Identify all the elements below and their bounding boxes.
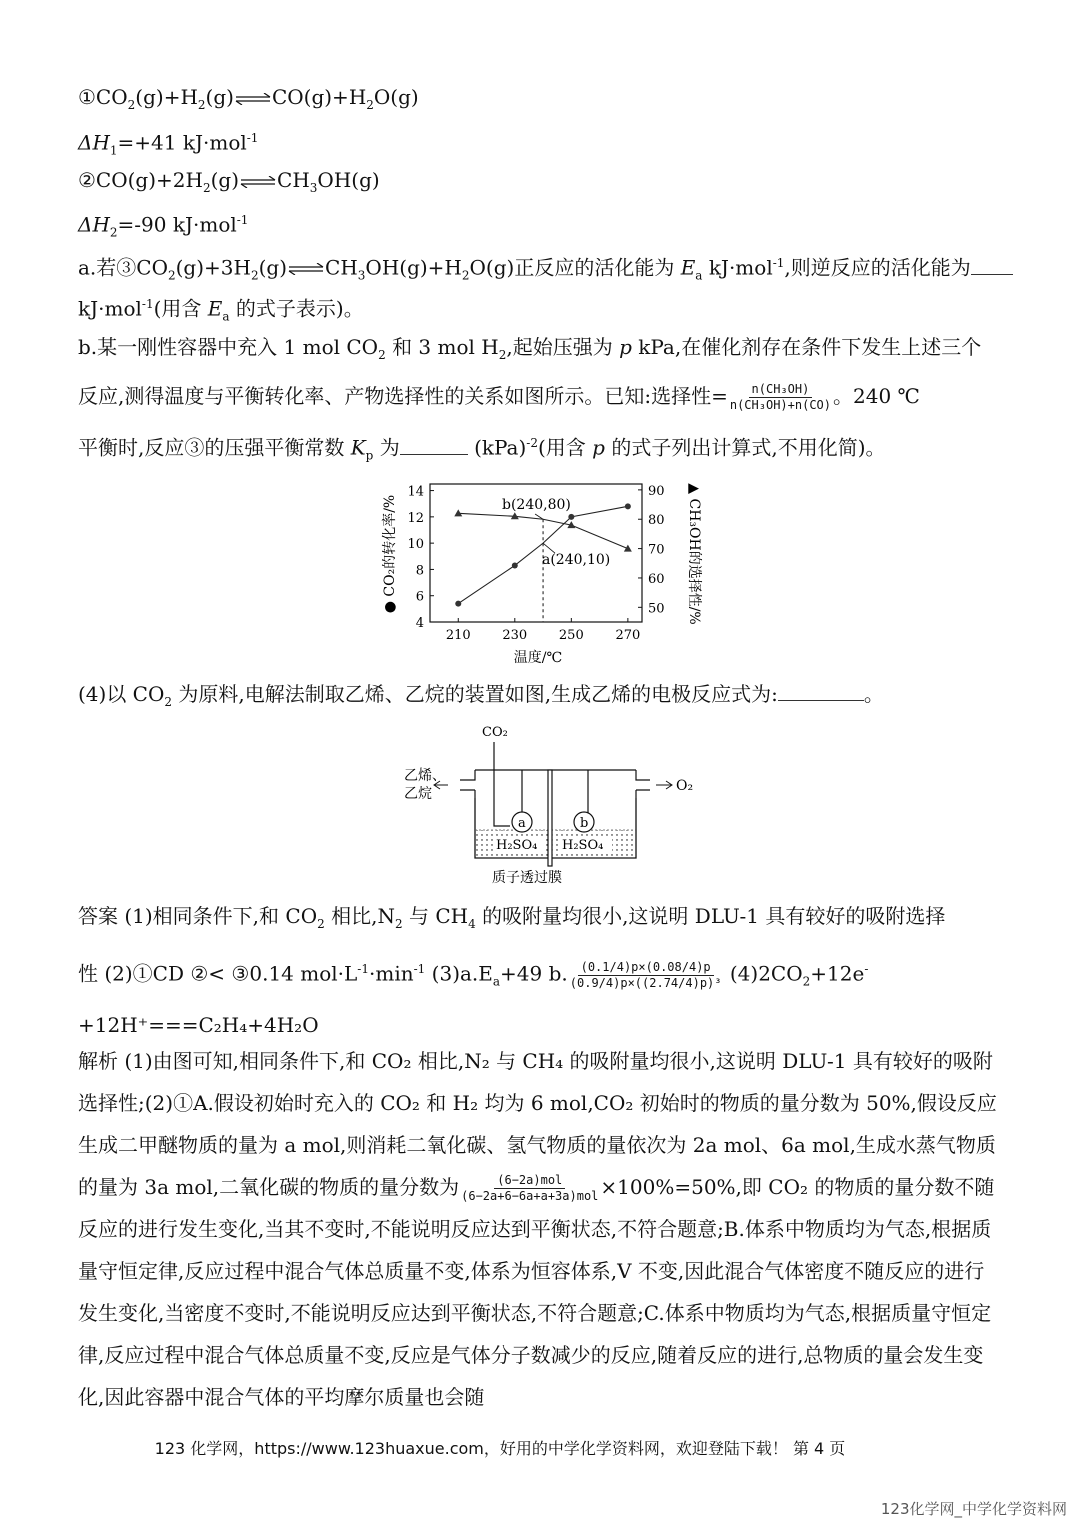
y-left-tick-label: 6 — [415, 589, 424, 605]
answer-blank — [778, 700, 864, 701]
data-point-conversion — [625, 503, 631, 509]
annotation-a: a(240,10) — [542, 552, 611, 568]
answer-line-2: 性 (2)①CD ②< ③0.14 $mol\cdot L^{-1}\cdot\min^{-1}$ $(3)a.E_a+49$ b. $\frac{(0.1/4)p\times(0.08/4)p}{\text{(0.9/4)p×((2.74/4)p)³}}$ $(4)2CO_2+12e^-$ — [78, 959, 869, 990]
question-b-line-2: 反应,测得温度与平衡转化率、产物选择性的关系如图所示。已知:选择性= $\frac{\text{n(CH₃OH)}}{\text{n(CH₃OH)+n(CO)}}$ 。240 ℃ — [78, 382, 920, 412]
y-left-tick-label: 12 — [407, 510, 424, 526]
answer-blank — [400, 454, 468, 455]
mole-fraction-expression: $\frac{\text{(6−2a)mol}}{\text{(6−2a+6−6a+a+3a)mol}}$ — [461, 1173, 599, 1203]
svg-text:b: b — [580, 816, 589, 831]
selectivity-fraction: $\frac{\text{n(CH₃OH)}}{\text{n(CH₃OH)+n(CO)}}$ — [729, 382, 832, 412]
annotation-b: b(240,80) — [502, 497, 571, 513]
x-tick-label: 250 — [558, 628, 584, 643]
x-tick-label: 230 — [502, 628, 528, 643]
solution-right-label: H₂SO₄ — [562, 838, 604, 853]
equation-1: $①CO_2(g)+H_2(g)$ $CO(g)+H_2O(g)$ — [78, 85, 419, 112]
data-point-conversion — [512, 562, 518, 568]
answer-line-3: +12H⁺===C₂H₄+4H₂O — [78, 1013, 319, 1037]
data-point-selectivity — [454, 509, 462, 516]
y-right-tick-label: 60 — [648, 571, 665, 587]
conversion-selectivity-chart — [378, 474, 708, 669]
kp-expression-fraction: $\frac{(0.1/4)p\times(0.08/4)p}{\text{(0.9/4)p×((2.74/4)p)³}}$ — [569, 959, 722, 990]
data-point-selectivity — [624, 545, 632, 552]
site-watermark: 123化学网_中学化学资料网 — [880, 1500, 1067, 1518]
co2-inlet-pipe — [494, 742, 510, 826]
answer-blank — [971, 274, 1013, 275]
chart-xlabel: 温度/℃ — [513, 650, 563, 666]
electrolysis-apparatus — [404, 718, 700, 886]
enthalpy-2: $\Delta H_2=-90$ kJ·mol$^{-1}$ — [78, 212, 249, 240]
ethylene-ethane-outlet-label-2: 乙烷 — [404, 786, 432, 802]
x-tick-label: 270 — [615, 628, 641, 643]
y-left-tick-label: 14 — [407, 484, 424, 500]
question-4: (4)以 $CO_2$ 为原料,电解法制取乙烯、乙烷的装置如图,生成乙烯的电极反应式为: 。 — [78, 682, 884, 709]
reversible-arrow-icon — [287, 263, 325, 275]
y-left-tick-label: 10 — [407, 537, 424, 553]
reversible-arrow-icon — [239, 176, 277, 188]
page-footer: 123 化学网，https://www.123huaxue.com，好用的中学化学资料网，欢迎登陆下载！ 第 4 页 — [154, 1439, 846, 1458]
analysis-paragraph: 解析 (1)由图可知,相同条件下,和 CO₂ 相比,N₂ 与 CH₄ 的吸附量均很小,这说明 DLU-1 具有较好的吸附选择性;(2)①A.假设初始时充入的 CO₂ 和 H₂ 均为 6 mol,CO₂ 初始时的物质的量分数为 50%,假设反应生成二甲醚物质的量为 a mol,则消耗二氧化碳、氢气物质的量依次为 2a mol、6a mol,生成水蒸气物质的量为 3a mol,二氧化碳的物质的量分数为 $\frac{\text{(6−2a)mol}}{\text{(6−2a+6−6a+a+3a)mol}}$ ×100%=50%,即 CO₂ 的物质的量分数不随反应的进行发生变化,当其不变时,不能说明反应达到平衡状态,不符合题意;B.体系中物质均为气态,根据质量守恒定律,反应过程中混合气体总质量不变,体系为恒容体系,V 不变,因此混合气体密度不随反应的进行发生变化,当密度不变时,不能说明反应达到平衡状态,不符合题意;C.体系中物质均为气态,根据质量守恒定律,反应过程中混合气体总质量不变,反应是气体分子数减少的反应,随着反应的进行,总物质的量会发生变化,因此容器中混合气体的平均摩尔质量也会随 — [78, 1049, 997, 1409]
svg-text:a: a — [518, 816, 526, 831]
oxygen-outlet-label: O₂ — [676, 778, 694, 794]
x-tick-label: 210 — [445, 628, 471, 643]
y-right-tick-label: 90 — [648, 483, 665, 499]
answer-line-1: 答案 (1)相同条件下,和 $CO_2$ 相比$,N_2$ 与 $CH_4$ 的吸附量均很小,这说明 DLU-1 具有较好的吸附选择 — [78, 904, 946, 931]
question-a-line-1: a.若$③CO_2(g)+3H_2(g)$ $CH_3OH(g)+H_2O(g)$正反应的活化能为 $E_a$ kJ·mol$^{-1}$,则逆反应的活化能为 — [78, 250, 1013, 289]
solution-left-label: H₂SO₄ — [496, 838, 538, 853]
equation-2: $②CO(g)+2H_2(g)$ $CH_3OH(g)$ — [78, 168, 380, 195]
question-b-line-3: 平衡时,反应③的压强平衡常数 $K_p$ 为 (kPa)$^{-2}$(用含 p 的式子列出计算式,不用化简)。 — [78, 435, 886, 463]
data-point-conversion — [455, 601, 461, 607]
enthalpy-1: $\Delta H_1=+41$ kJ·mol$^{-1}$ — [78, 130, 259, 158]
question-a-line-2: kJ·mol$^{-1}$(用含 $E_a$ 的式子表示)。 — [78, 296, 364, 324]
co2-inlet-label: CO₂ — [482, 725, 508, 740]
y-right-tick-label: 70 — [648, 542, 665, 558]
membrane-label: 质子透过膜 — [492, 870, 562, 886]
reversible-arrow-icon — [234, 93, 272, 105]
y-left-tick-label: 4 — [415, 616, 424, 631]
y-left-tick-label: 8 — [415, 563, 424, 579]
ethylene-ethane-outlet-label: 乙烯、 — [404, 768, 446, 784]
question-b-line-1: b.某一刚性容器中充入 1 mol $CO_2$ 和 3 mol $H_2$,起始压强为 p kPa,在催化剂存在条件下发生上述三个 — [78, 335, 982, 362]
proton-exchange-membrane — [548, 770, 552, 866]
y-right-tick-label: 80 — [648, 513, 665, 529]
data-point-conversion — [568, 514, 574, 520]
y-right-tick-label: 50 — [648, 601, 665, 617]
chart-ylabel-right: ▲ CH₃OH的选择性/% — [686, 483, 702, 625]
chart-ylabel-left: ● CO₂的转化率/% — [382, 494, 398, 614]
